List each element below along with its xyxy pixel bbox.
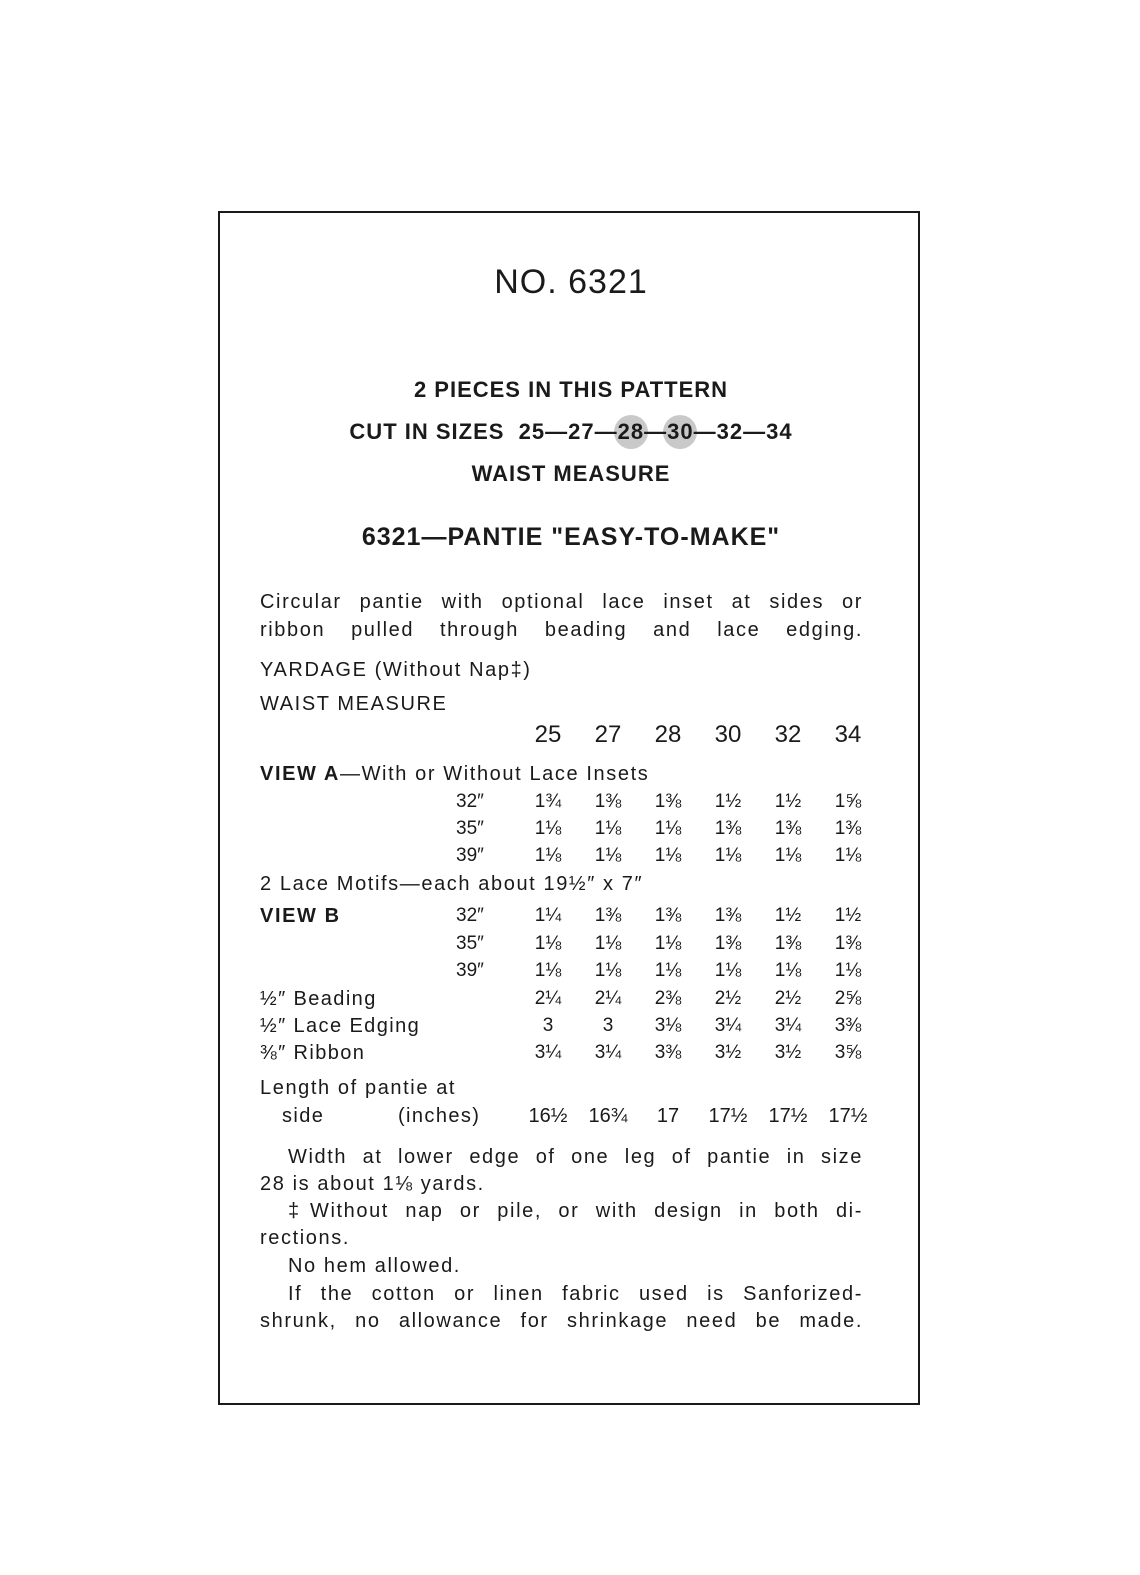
trim-cell: 2¼ [534, 988, 562, 1009]
trim-label: ½″ Lace Edging [260, 1015, 421, 1037]
fabric-width: 39″ [456, 960, 484, 981]
yardage-cell: 1⅜ [654, 905, 682, 926]
yardage-cell: 1⅛ [594, 960, 622, 981]
length-label-line-1: Length of pantie at [260, 1077, 457, 1099]
size-header-cell: 27 [594, 721, 622, 748]
cut-size: 32 [716, 419, 744, 444]
yardage-cell: 1⅛ [594, 845, 622, 866]
yardage-cell: 1⅜ [714, 933, 742, 954]
yardage-cell: 1⅛ [774, 960, 802, 981]
yardage-label: YARDAGE (Without Nap‡) [260, 659, 532, 681]
waist-label: WAIST MEASURE [260, 693, 448, 715]
trim-row [220, 988, 922, 1016]
yardage-cell: 1⅛ [534, 845, 562, 866]
view-b-row [220, 933, 922, 961]
length-row [220, 1105, 922, 1133]
yardage-cell: 1⅛ [534, 818, 562, 839]
width-note-line-2: 28 is about 1⅛ yards. [260, 1173, 485, 1195]
size-header-cell: 32 [774, 721, 802, 748]
trim-row [220, 1015, 922, 1043]
yardage-cell: 1⅜ [834, 933, 862, 954]
description-line-1: Circular pantie with optional lace inset at sides or [260, 591, 863, 613]
cut-size-highlighted: 30 [667, 419, 694, 444]
yardage-cell: 1⅛ [534, 960, 562, 981]
view-a-heading [260, 763, 649, 786]
fabric-width: 35″ [456, 933, 484, 954]
size-header-cell: 34 [834, 721, 862, 748]
trim-cell: 2⅝ [834, 988, 862, 1009]
view-b-row [220, 905, 922, 933]
view-a-label: VIEW A [260, 763, 340, 785]
fabric-width: 39″ [456, 845, 484, 866]
yardage-cell: 1⅛ [834, 960, 862, 981]
size-separator: — [743, 419, 767, 444]
yardage-cell: 1⅜ [594, 905, 622, 926]
yardage-cell: 1⅜ [834, 818, 862, 839]
yardage-cell: 1⅛ [594, 933, 622, 954]
length-cell: 17 [656, 1105, 680, 1127]
length-cell: 16¾ [588, 1105, 628, 1127]
view-a-suffix: —With or Without Lace Insets [339, 763, 650, 785]
style-title: 6321—PANTIE "EASY-TO-MAKE" [361, 523, 781, 551]
length-label-side: side [282, 1105, 325, 1127]
sanforized-note-line-2: shrunk, no allowance for shrinkage need be made. [260, 1310, 863, 1332]
trim-cell: 2⅜ [654, 988, 682, 1009]
yardage-cell: 1¼ [534, 905, 562, 926]
fabric-width: 32″ [456, 791, 484, 812]
yardage-cell: 1¾ [534, 791, 562, 812]
cut-size: 25 [518, 419, 546, 444]
yardage-cell: 1⅛ [654, 960, 682, 981]
yardage-cell: 1⅛ [534, 933, 562, 954]
trim-cell: 2½ [714, 988, 742, 1009]
nap-note-line-2: rections. [260, 1227, 350, 1249]
yardage-cell: 1⅜ [774, 933, 802, 954]
yardage-cell: 1⅜ [714, 905, 742, 926]
waist-measure-caption: WAIST MEASURE [471, 461, 671, 486]
trim-cell: 3 [602, 1015, 614, 1036]
cut-sizes-line [220, 419, 922, 445]
length-cell: 16½ [528, 1105, 568, 1127]
trim-cell: 3⅛ [654, 1015, 682, 1036]
cut-size-highlighted: 28 [617, 419, 645, 444]
yardage-cell: 1⅜ [654, 791, 682, 812]
length-cell: 17½ [708, 1105, 748, 1127]
view-a-row [220, 791, 922, 819]
yardage-cell: 1½ [834, 905, 862, 926]
length-cell: 17½ [768, 1105, 808, 1127]
pieces-line: 2 PIECES IN THIS PATTERN [413, 377, 729, 402]
trim-cell: 3½ [714, 1042, 742, 1063]
fabric-width: 32″ [456, 905, 484, 926]
cut-sizes-prefix: CUT IN SIZES [349, 419, 505, 444]
yardage-cell: 1⅜ [714, 818, 742, 839]
view-a-row [220, 818, 922, 846]
lace-motifs-line: 2 Lace Motifs—each about 19½″ x 7″ [260, 873, 644, 895]
length-label-inches: (inches) [398, 1105, 481, 1127]
cut-size: 27 [568, 419, 595, 444]
hem-note: No hem allowed. [288, 1255, 461, 1277]
trim-cell: 3½ [774, 1042, 802, 1063]
size-header-cell: 30 [714, 721, 742, 748]
pattern-envelope-card [218, 211, 920, 1405]
trim-cell: 2¼ [594, 988, 622, 1009]
yardage-cell: 1⅛ [714, 960, 742, 981]
yardage-cell: 1⅛ [774, 845, 802, 866]
size-separator: — [545, 419, 569, 444]
width-note-line-1: Width at lower edge of one leg of pantie in size [288, 1146, 863, 1168]
view-b-row [220, 960, 922, 988]
yardage-cell: 1⅛ [714, 845, 742, 866]
view-b-label: VIEW B [260, 905, 341, 927]
yardage-cell: 1⅛ [654, 933, 682, 954]
cut-size: 34 [766, 419, 793, 444]
fabric-width: 35″ [456, 818, 484, 839]
trim-cell: 3 [542, 1015, 554, 1036]
trim-row [220, 1042, 922, 1070]
yardage-cell: 1½ [774, 791, 802, 812]
view-a-row [220, 845, 922, 873]
yardage-cell: 1⅝ [834, 791, 862, 812]
size-header-cell: 25 [534, 721, 562, 748]
yardage-cell: 1⅜ [774, 818, 802, 839]
trim-cell: 2½ [774, 988, 802, 1009]
yardage-cell: 1⅛ [654, 818, 682, 839]
yardage-cell: 1½ [714, 791, 742, 812]
trim-cell: 3¼ [714, 1015, 742, 1036]
size-separator: — [693, 419, 717, 444]
trim-cell: 3¼ [774, 1015, 802, 1036]
length-cell: 17½ [828, 1105, 868, 1127]
trim-label: ½″ Beading [260, 988, 377, 1010]
trim-cell: 3⅜ [654, 1042, 682, 1063]
yardage-cell: 1½ [774, 905, 802, 926]
nap-note-line-1: ‡Without nap or pile, or with design in both di- [288, 1200, 863, 1222]
size-separator: — [644, 419, 668, 444]
size-header-cell: 28 [654, 721, 682, 748]
yardage-cell: 1⅛ [594, 818, 622, 839]
trim-cell: 3¼ [594, 1042, 622, 1063]
description-line-2: ribbon pulled through beading and lace edging. [260, 619, 863, 641]
sanforized-note-line-1: If the cotton or linen fabric used is Sanforized- [288, 1283, 863, 1305]
size-header-row [220, 721, 922, 749]
yardage-cell: 1⅛ [834, 845, 862, 866]
yardage-cell: 1⅛ [654, 845, 682, 866]
yardage-cell: 1⅜ [594, 791, 622, 812]
trim-cell: 3⅝ [834, 1042, 862, 1063]
trim-cell: 3¼ [534, 1042, 562, 1063]
trim-label: ⅜″ Ribbon [260, 1042, 366, 1064]
size-separator: — [594, 419, 618, 444]
pattern-number: NO. 6321 [494, 263, 648, 301]
trim-cell: 3⅜ [834, 1015, 862, 1036]
